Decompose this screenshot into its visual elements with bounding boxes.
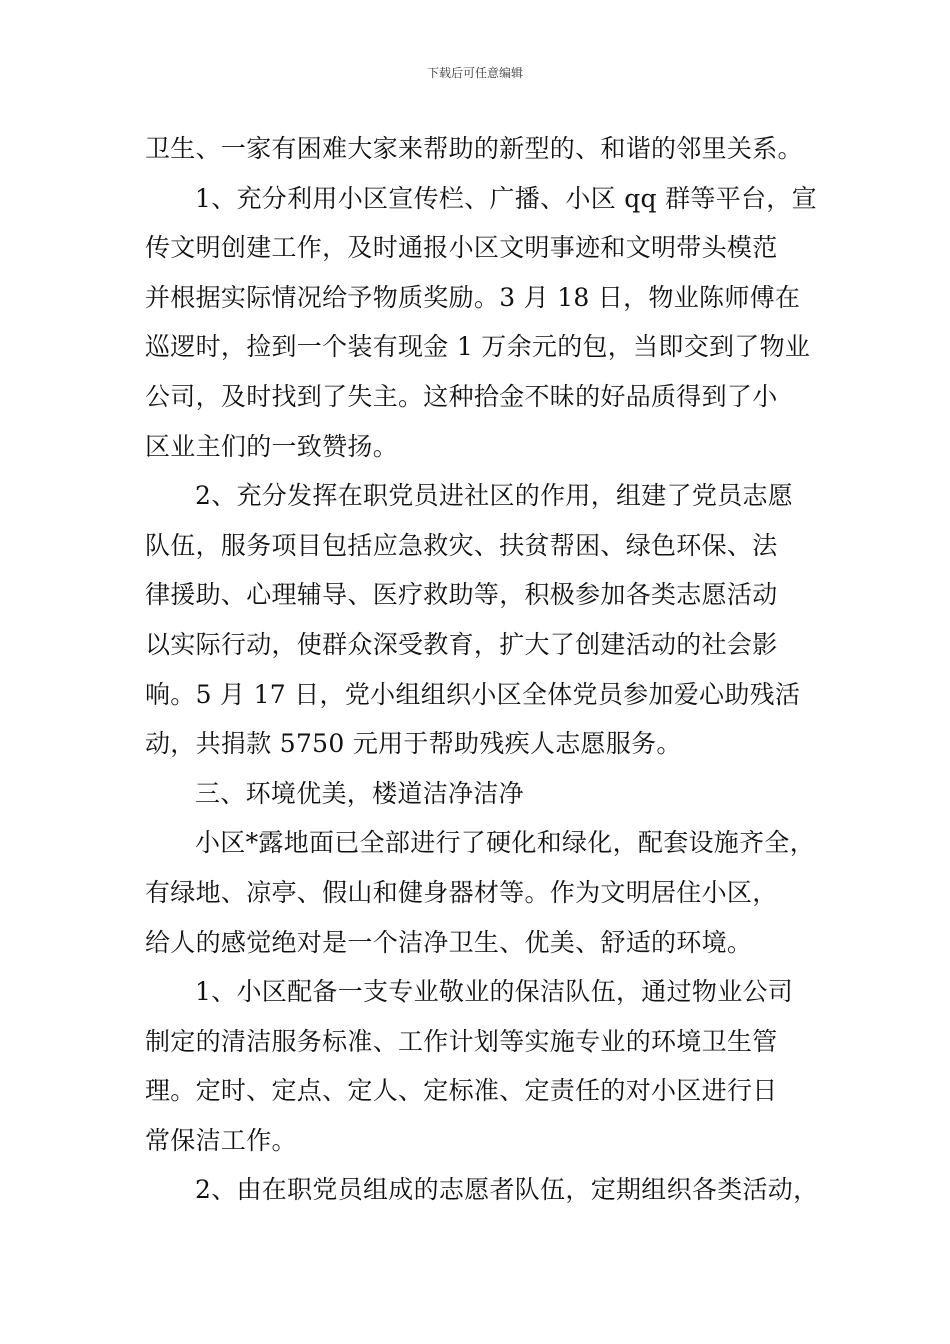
text-line: 2、充分发挥在职党员进社区的作用，组建了党员志愿 <box>195 481 794 511</box>
text-line: 传文明创建工作，及时通报小区文明事迹和文明带头模范 <box>145 233 778 263</box>
page-header: 下载后可任意编辑 <box>426 66 523 80</box>
text-line: 动，共捐款 5750 元用于帮助残疾人志愿服务。 <box>145 729 682 759</box>
text-line: 1、小区配备一支专业敬业的保洁队伍，通过物业公司 <box>195 977 794 1007</box>
text-line: 并根据实际情况给予物质奖励。3 月 18 日，物业陈师傅在 <box>145 282 801 312</box>
text-line: 理。定时、定点、定人、定标准、定责任的对小区进行日 <box>145 1076 778 1106</box>
text-line: 2、由在职党员组成的志愿者队伍，定期组织各类活动， <box>195 1175 819 1205</box>
text-line: 卫生、一家有困难大家来帮助的新型的、和谐的邻里关系。 <box>145 134 803 163</box>
document-body <box>145 124 835 1215</box>
text-line: 给人的感觉绝对是一个洁净卫生、优美、舒适的环境。 <box>145 927 753 957</box>
text-line: 1、充分利用小区宣传栏、广播、小区 qq 群等平台，宣 <box>195 183 817 213</box>
text-line: 响。5 月 17 日，党小组组织小区全体党员参加爱心助残活 <box>145 679 801 709</box>
text-line: 制定的清洁服务标准、工作计划等实施专业的环境卫生管 <box>145 1026 778 1056</box>
text-line: 巡逻时，捡到一个装有现金 1 万余元的包，当即交到了物业 <box>145 332 811 362</box>
section-heading: 三、环境优美，楼道洁净洁净 <box>195 778 524 808</box>
text-line: 队伍，服务项目包括应急救灾、扶贫帮困、绿色环保、法 <box>145 530 778 560</box>
text-line: 区业主们的一致赞扬。 <box>145 431 399 461</box>
text-line: 以实际行动，使群众深受教育，扩大了创建活动的社会影 <box>145 629 778 659</box>
text-line: 常保洁工作。 <box>145 1125 297 1155</box>
text-line: 有绿地、凉亭、假山和健身器材等。作为文明居住小区， <box>145 877 778 907</box>
text-line: 小区*露地面已全部进行了硬化和绿化，配套设施齐全， <box>195 828 816 858</box>
text-line: 公司，及时找到了失主。这种拾金不昧的好品质得到了小 <box>145 381 778 411</box>
text-line: 律援助、心理辅导、医疗救助等，积极参加各类志愿活动 <box>145 580 778 610</box>
